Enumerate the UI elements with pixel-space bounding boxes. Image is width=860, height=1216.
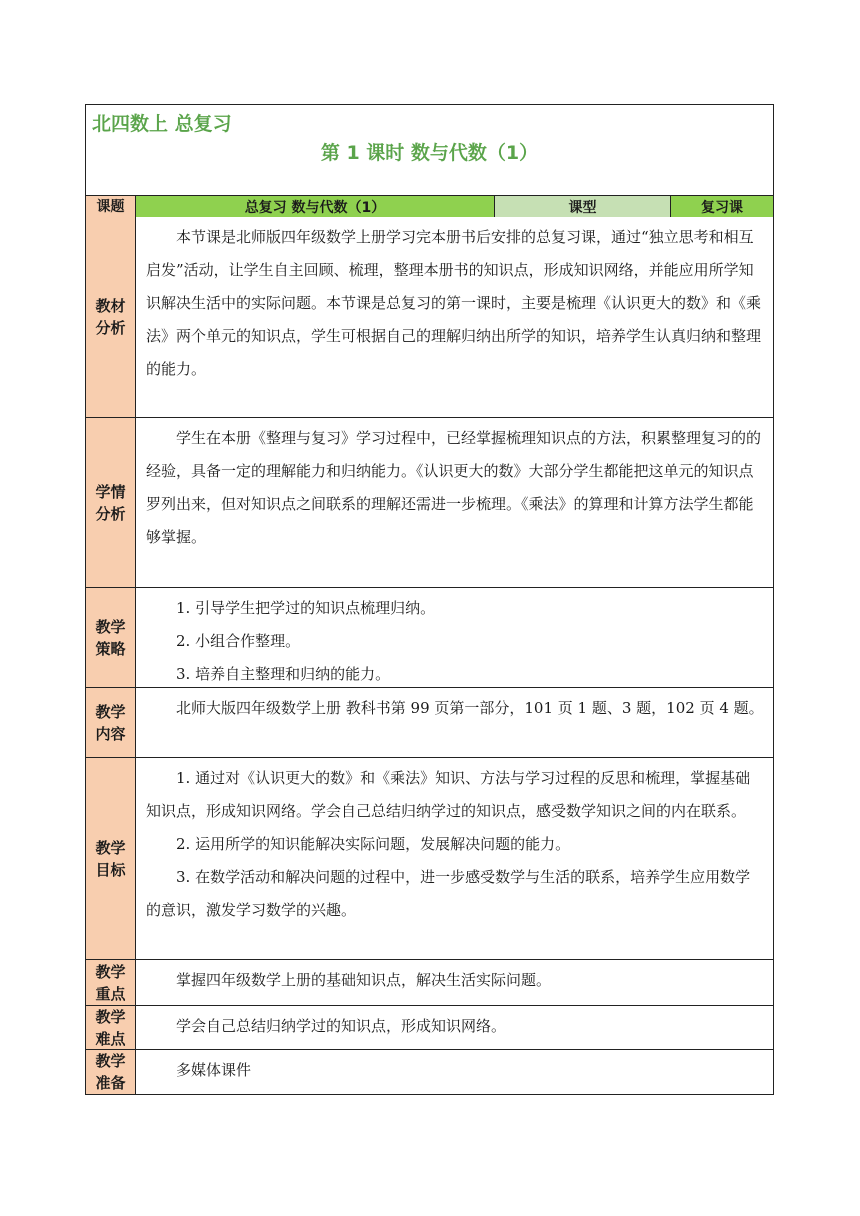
paragraph: 学生在本册《整理与复习》学习过程中，已经掌握梳理知识点的方法，积累整理复习的的经验，具备一定的理解能力和归纳能力。《认识更大的数》大部分学生都能把这单元的知识点罗列出来，但对知识点之间联系的理解还需进一步梳理。《乘法》的算理和计算方法学生都能够掌握。 <box>146 429 762 546</box>
teaching-goals-label: 教学 目标 <box>86 758 136 959</box>
teaching-focus-row <box>86 959 773 1005</box>
paragraph: 多媒体课件 <box>176 1061 252 1079</box>
teaching-strategy-label: 教学 策略 <box>86 588 136 687</box>
teaching-prep-label: 教学 准备 <box>86 1050 136 1094</box>
textbook-analysis-label: 教材 分析 <box>86 217 136 417</box>
teaching-content-label: 教学 内容 <box>86 688 136 757</box>
teaching-focus-label: 教学 重点 <box>86 960 136 1005</box>
paragraph: 1. 引导学生把学过的知识点梳理归纳。 <box>176 599 436 617</box>
header-row <box>86 195 773 217</box>
paragraph: 学会自己总结归纳学过的知识点，形成知识网络。 <box>176 1017 507 1035</box>
paragraph: 1. 通过对《认识更大的数》和《乘法》知识、方法与学习过程的反思和梳理，掌握基础知识点，形成知识网络。学会自己总结归纳学过的知识点，感受数学知识之间的内在联系。 <box>146 769 751 820</box>
type-value: 复习课 <box>671 196 773 217</box>
teaching-goals-content <box>136 758 773 959</box>
paragraph: 掌握四年级数学上册的基础知识点，解决生活实际问题。 <box>176 971 552 989</box>
student-analysis-label: 学情 分析 <box>86 418 136 587</box>
teaching-prep-content <box>136 1050 773 1094</box>
lesson-plan-table <box>85 104 774 1095</box>
teaching-goals-row <box>86 757 773 959</box>
teaching-difficulty-row <box>86 1005 773 1049</box>
title-row <box>86 105 773 195</box>
lesson-title: 第 1 课时 数与代数（1） <box>320 142 539 164</box>
teaching-prep-row <box>86 1049 773 1094</box>
paragraph: 3. 在数学活动和解决问题的过程中，进一步感受数学与生活的联系，培养学生应用数学的意识，激发学习数学的兴趣。 <box>146 868 751 919</box>
teaching-strategy-content <box>136 588 773 687</box>
paragraph: 北师大版四年级数学上册 教科书第 99 页第一部分，101 页 1 题、3 题，102 页 4 题。 <box>176 699 764 717</box>
teaching-difficulty-content <box>136 1006 773 1049</box>
unit-title: 北四数上 总复习 <box>92 113 232 135</box>
teaching-content-content <box>136 688 773 757</box>
topic-value: 总复习 数与代数（1） <box>136 196 495 217</box>
teaching-difficulty-label: 教学 难点 <box>86 1006 136 1049</box>
teaching-focus-content <box>136 960 773 1005</box>
textbook-analysis-row <box>86 217 773 417</box>
paragraph: 3. 培养自主整理和归纳的能力。 <box>176 665 391 683</box>
student-analysis-content <box>136 418 773 587</box>
teaching-strategy-row <box>86 587 773 687</box>
paragraph: 2. 运用所学的知识能解决实际问题，发展解决问题的能力。 <box>176 835 571 853</box>
textbook-analysis-content <box>136 217 773 417</box>
topic-label: 课题 <box>86 196 136 217</box>
type-label: 课型 <box>495 196 671 217</box>
student-analysis-row <box>86 417 773 587</box>
paragraph: 本节课是北师版四年级数学上册学习完本册书后安排的总复习课，通过“独立思考和相互启发”活动，让学生自主回顾、梳理，整理本册书的知识点，形成知识网络，并能应用所学知识解决生活中的实际问题。本节课是总复习的第一课时，主要是梳理《认识更大的数》和《乘法》两个单元的知识点，学生可根据自己的理解归纳出所学的知识，培养学生认真归纳和整理的能力。 <box>146 228 762 378</box>
paragraph: 2. 小组合作整理。 <box>176 632 301 650</box>
teaching-content-row <box>86 687 773 757</box>
